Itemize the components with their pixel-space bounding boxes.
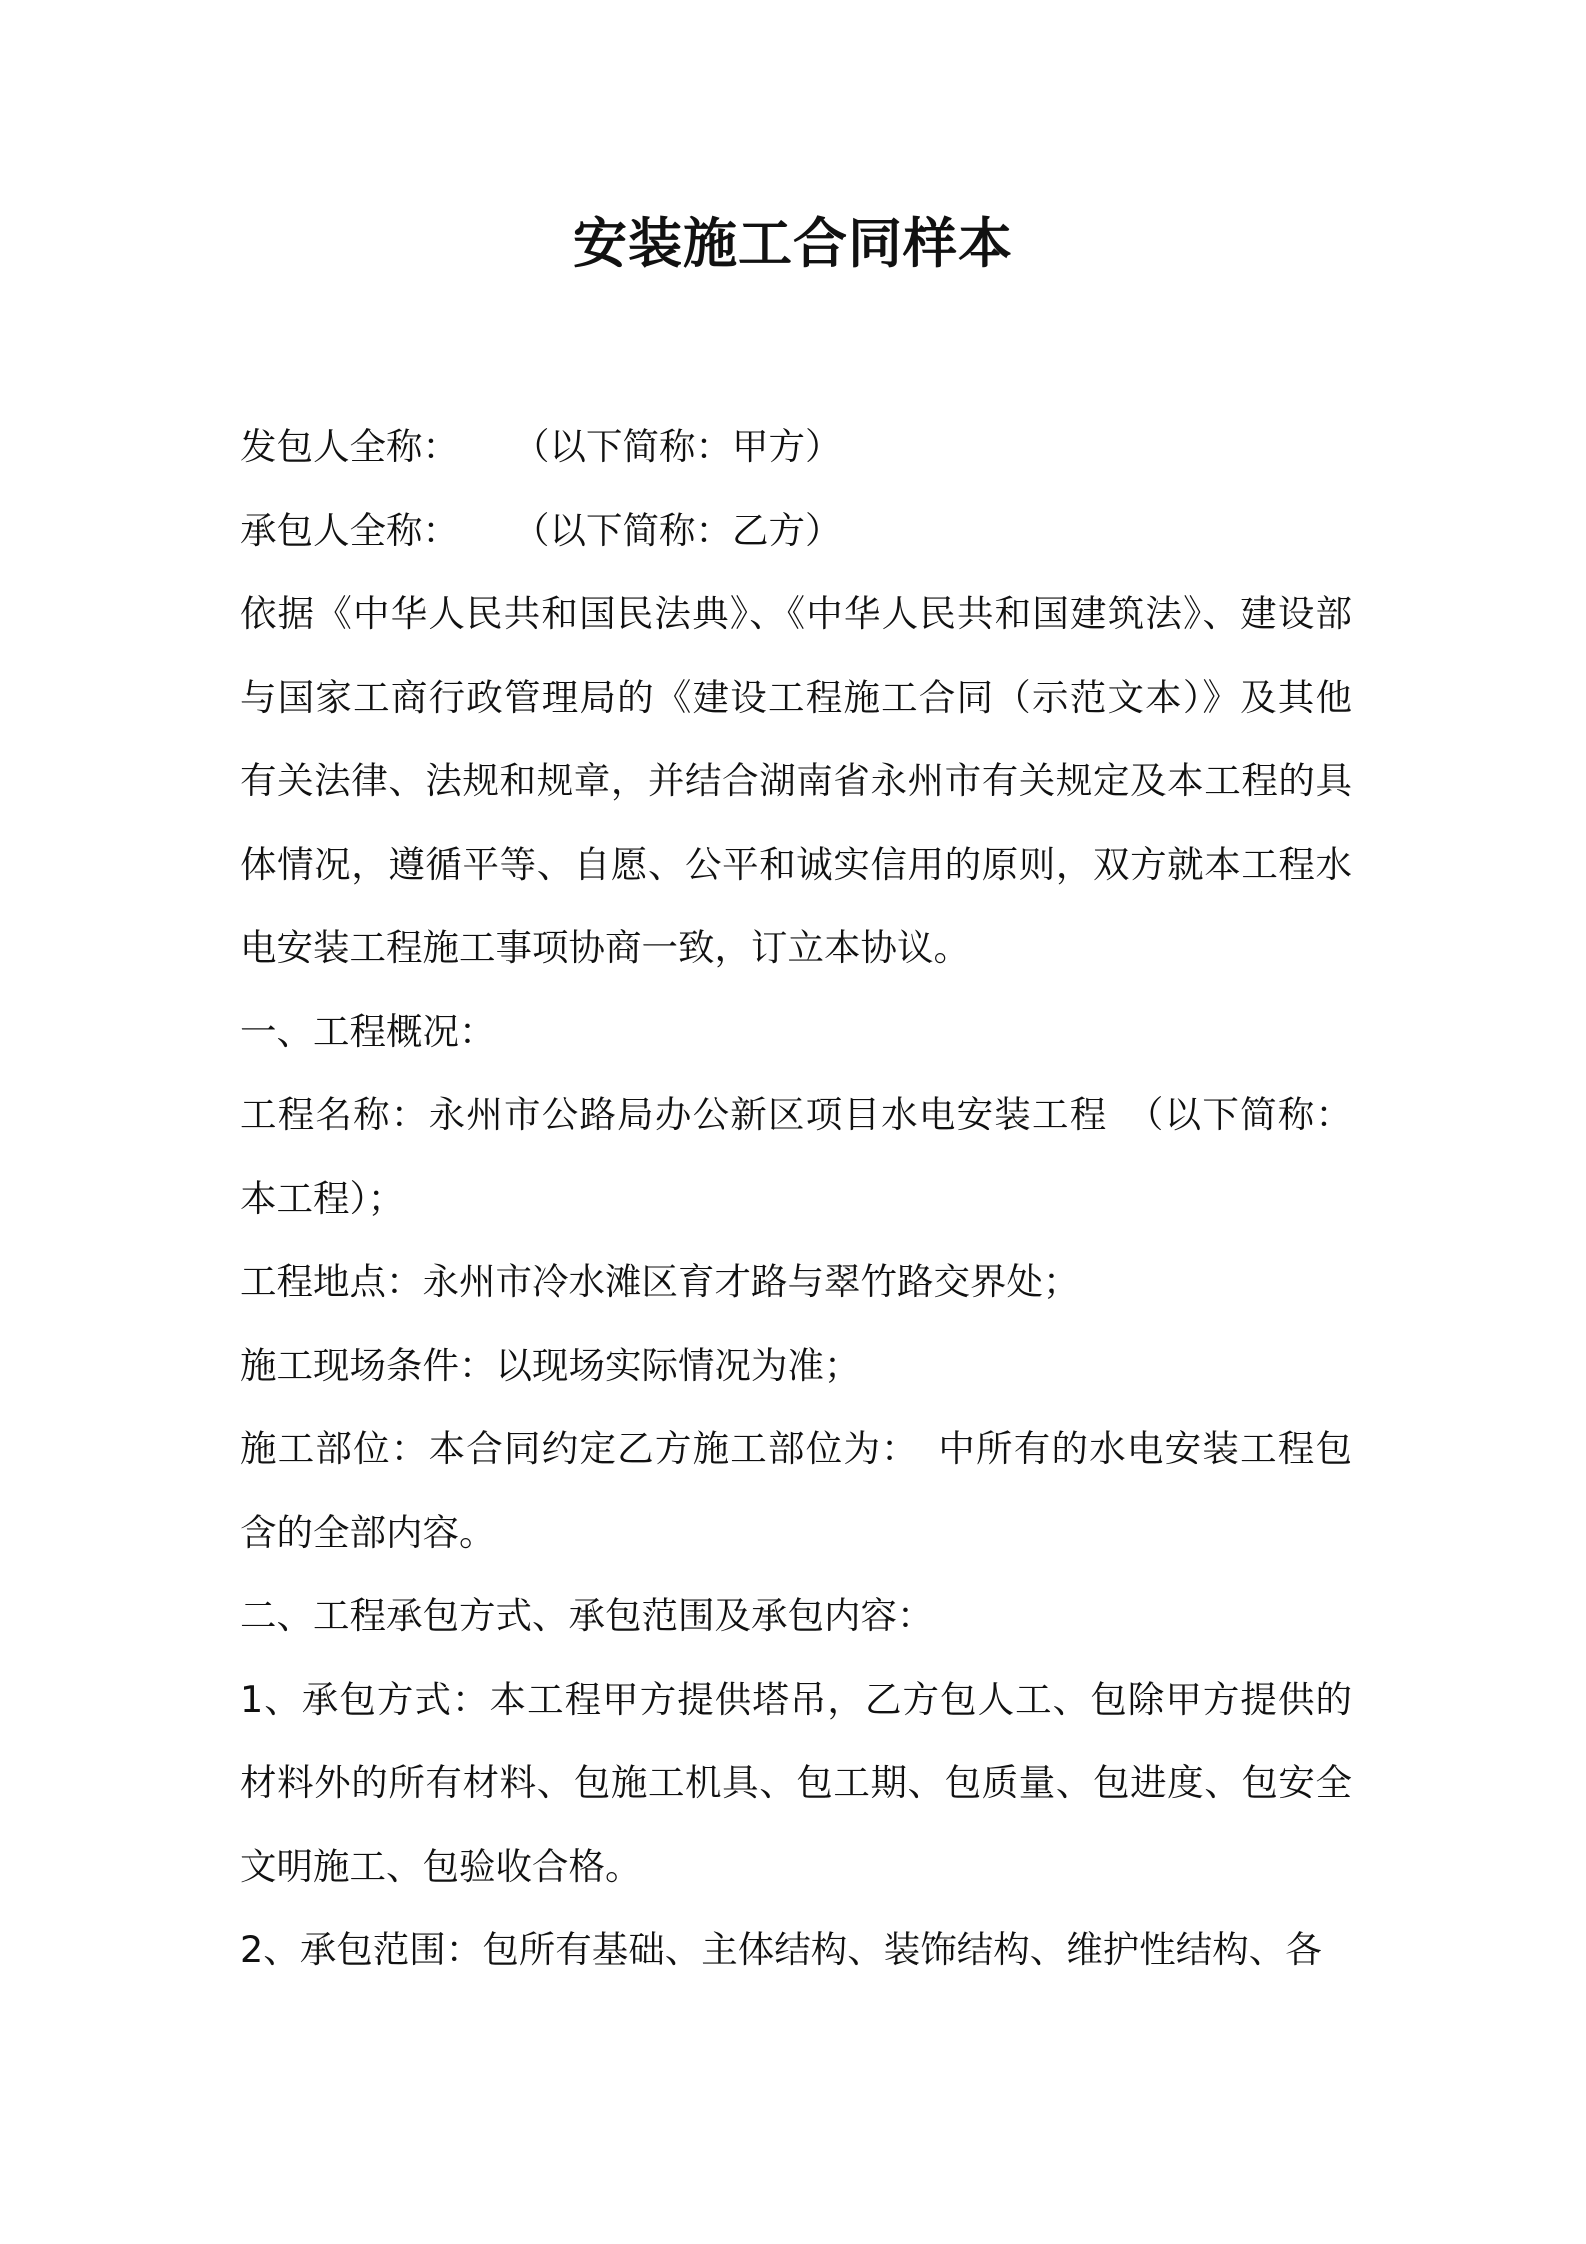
contractor-note: （以下简称：乙方） xyxy=(513,508,842,552)
contract-scope-paragraph: 2、承包范围：包所有基础、主体结构、装饰结构、维护性结构、各 xyxy=(240,1928,1322,1971)
employer-line xyxy=(240,405,1352,489)
employer-note: （以下简称：甲方） xyxy=(513,425,842,468)
project-name-paragraph: 工程名称：永州市公路局办公新区项目水电安装工程 （以下简称：本工程）； xyxy=(240,1093,1352,1220)
section-heading-overview: 一、工程概况： xyxy=(240,1009,496,1053)
employer-label: 发包人全称： xyxy=(240,425,459,468)
document-body xyxy=(240,405,1352,1992)
section-heading-contracting: 二、工程承包方式、承包范围及承包内容： xyxy=(240,1594,934,1637)
contract-method-paragraph: 1、承包方式：本工程甲方提供塔吊，乙方包人工、包除甲方提供的材料外的所有材料、包施工机具、包工期、包质量、包进度、包安全文明施工、包验收合格。 xyxy=(240,1677,1352,1888)
contractor-label: 承包人全称： xyxy=(240,508,459,552)
document-title: 安装施工合同样本 xyxy=(573,212,1013,275)
construction-part-paragraph: 施工部位：本合同约定乙方施工部位为： 中所有的水电安装工程包含的全部内容。 xyxy=(240,1427,1352,1554)
preamble-paragraph: 依据《中华人民共和国民法典》、《中华人民共和国建筑法》、建设部与国家工商行政管理局的《建设工程施工合同（示范文本）》及其他有关法律、法规和规章，并结合湖南省永州市有关规定及本工程的具体情况，遵循平等、自愿、公平和诚实信用的原则，双方就本工程水电安装工程施工事项协商一致，订立本协议。 xyxy=(240,592,1352,969)
contractor-line xyxy=(240,489,1352,573)
project-location-paragraph: 工程地点：永州市冷水滩区育才路与翠竹路交界处； xyxy=(240,1260,1080,1303)
site-conditions-paragraph: 施工现场条件：以现场实际情况为准； xyxy=(240,1343,861,1387)
